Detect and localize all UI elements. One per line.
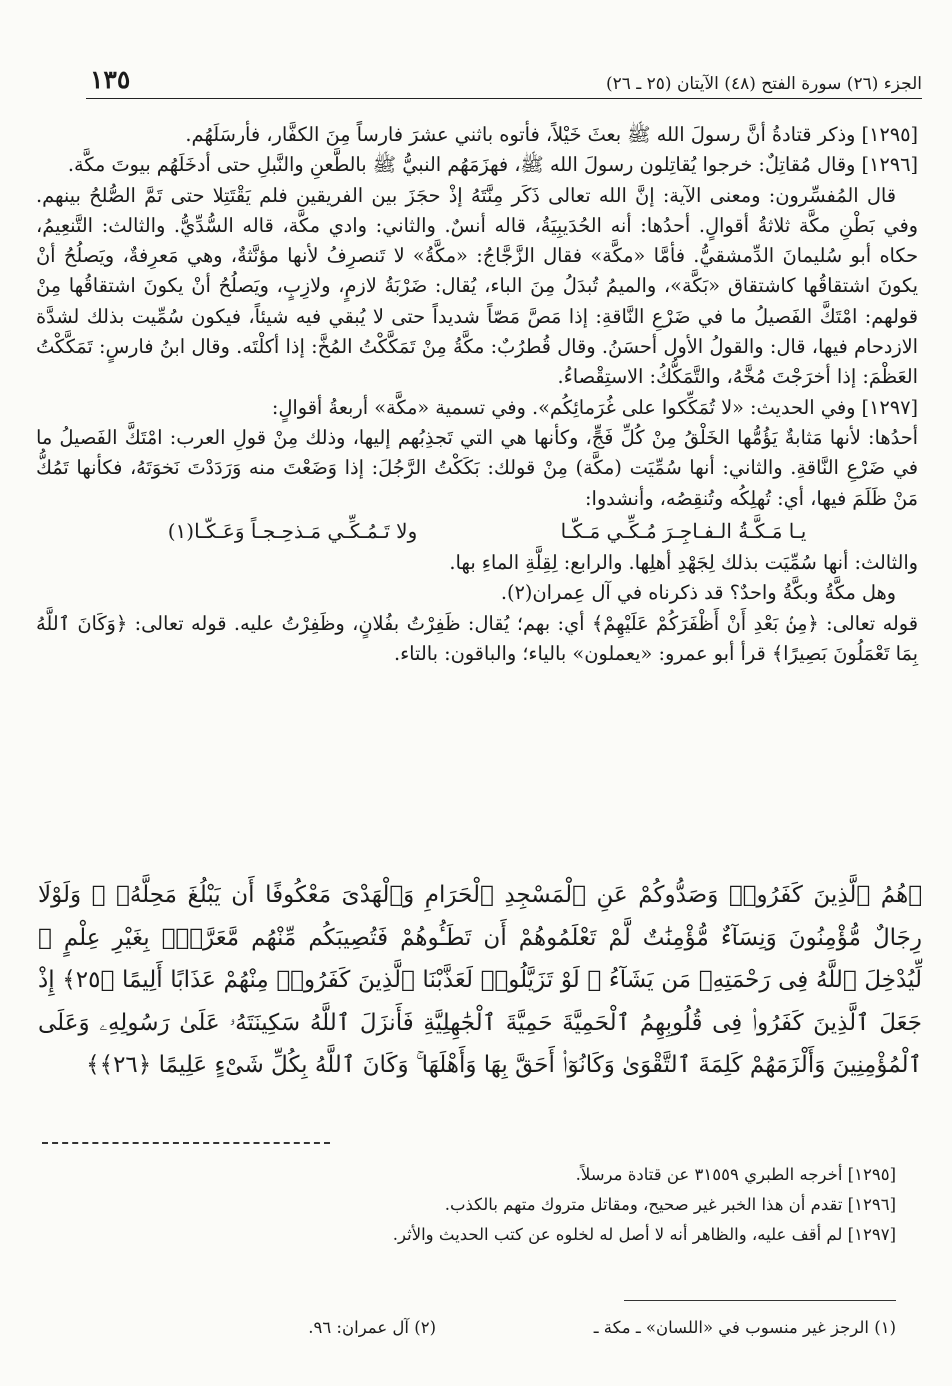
footnote-2: (٢) آل عمران: ٩٦. [308, 1318, 436, 1337]
running-title: الجزء (٢٦) سورة الفتح (٤٨) الآيتان (٢٥ ـ ٢٦) [605, 74, 922, 94]
footnote-1: (١) الرجز غير منسوب في «اللسان» ـ مكة ـ [593, 1318, 896, 1337]
reference-note: [١٢٩٥] أخرجه الطبري ٣١٥٥٩ عن قتادة مرسلاً. [575, 1165, 896, 1184]
dashed-separator [42, 1142, 330, 1144]
paragraph: والثالث: أنها سُمِّيَت بذلك لِجَهْدِ أهلِها. والرابع: لِقِلَّةِ الماءِ بها. [449, 551, 918, 575]
verse-hemistich: يـا مَـكَّـةُ الـفـاجِـرَ مُـكِّـي مَـكّـا [560, 518, 807, 543]
paragraph: [١٢٩٦] وقال مُقاتِلٌ: خرجوا يُقاتِلون رسولَ الله ﷺ، فهزَمَهُم النبيُّ ﷺ بالطَّعنِ والنَّبلِ حتى أدخَلَهُم بيوتَ مكَّة. [67, 153, 918, 177]
paragraph: قوله تعالى: ﴿مِنۢ بَعْدِ أَنْ أَظْفَرَكُمْ عَلَيْهِمْ﴾ أي: بهم؛ يُقال: ظَفِرْتُ بفُلانٍ، وظَفِرْتُ عليه. قوله تعالى: ﴿وَكَانَ ٱللَّهُ بِمَا تَعْمَلُونَ بَصِيرًا﴾ قرأ أبو عمرو: «يعملون» بالياء؛ والباقون: بالتاء. [36, 611, 918, 666]
page-number: ١٣٥ [90, 65, 131, 94]
paragraph: قال المُفسِّرون: ومعنى الآية: إنَّ الله تعالى ذَكَر مِنَّتَهُ إذْ حجَزَ بين الفريقين فلم يَقْتَتِلا حتى تَمَّ الصُّلحُ بينهم. وفي بَطْنِ مكَّة ثلاثةُ أقوالٍ. أحدُها: أنه الحُدَيبِيَةُ، قاله أنسٌ. والثاني: وادي مكَّة، قاله السُّدِّيُّ. والثالث: التَّنعِيمُ، حكاه أبو سُليمانَ الدِّمشقيُّ. فأمَّا «مكَّة» فقال الزَّجَّاجُ: «مكَّةُ» لا تَنصرِفُ لأنها مؤنَّثةٌ، وهي مَعرِفةٌ، ويَصلُحُ أنْ يكونَ اشتقاقُها كاشتقاق «بَكَّة»، والميمُ تُبدَلُ مِنَ الباء، يُقال: ضَرْبَةُ لازمٍ، ولازِبٍ، ويَصلُحُ أنْ يكونَ اشتقاقُها مِنْ قولهم: امْتَكَّ الفَصيلُ ما في ضَرْعِ النَّاقةِ: إذا مَصَّ مَصّاً شديداً حتى لا يُبقي فيه شيئاً، فيكون سُمِّيت بذلك لشدَّة الازدحام فيها، قال: والقولُ الأول أحسَنُ. وقال قُطرُبٌ: مكَّةُ مِنْ تَمَكَّكْتُ المُخَّ: إذا أكلْتَه. وقال ابنُ فارسٍ: تَمَكَّكْتُ العَظْمَ: إذا أخرَجْتَ مُخَّهُ، والتَّمَكُّكُ: الاستِقْصاءُ. [36, 183, 918, 389]
commentary-text [36, 120, 918, 669]
reference-note: [١٢٩٧] لم أقف عليه، والظاهر أنه لا أصل له لخلوه عن كتب الحديث والأثر. [392, 1225, 896, 1244]
quran-verses: ﴿هُمُ ٱلَّذِينَ كَفَرُوا۟ وَصَدُّوكُمْ عَنِ ٱلْمَسْجِدِ ٱلْحَرَامِ وَٱلْهَدْىَ مَعْكُوفًا أَن يَبْلُغَ مَحِلَّهُۥ ۚ وَلَوْلَا رِجَالٌ مُّؤْمِنُونَ وَنِسَآءٌ مُّؤْمِنَٰتٌ لَّمْ تَعْلَمُوهُمْ أَن تَطَـُٔوهُمْ فَتُصِيبَكُم مِّنْهُم مَّعَرَّةٌۢ بِغَيْرِ عِلْمٍ ۖ لِّيُدْخِلَ ٱللَّهُ فِى رَحْمَتِهِۦ مَن يَشَآءُ ۚ لَوْ تَزَيَّلُوا۟ لَعَذَّبْنَا ٱلَّذِينَ كَفَرُوا۟ مِنْهُمْ عَذَابًا أَلِيمًا ﴿٢٥﴾ إِذْ جَعَلَ ٱلَّذِينَ كَفَرُوا۟ فِى قُلُوبِهِمُ ٱلْحَمِيَّةَ حَمِيَّةَ ٱلْجَٰهِلِيَّةِ فَأَنزَلَ ٱللَّهُ سَكِينَتَهُۥ عَلَىٰ رَسُولِهِۦ وَعَلَى ٱلْمُؤْمِنِينَ وَأَلْزَمَهُمْ كَلِمَةَ ٱلتَّقْوَىٰ وَكَانُوٓا۟ أَحَقَّ بِهَا وَأَهْلَهَا ۚ وَكَانَ ٱللَّهُ بِكُلِّ شَىْءٍ عَلِيمًا ﴿٢٦﴾﴾ [38, 882, 923, 1078]
paragraph: وهل مكَّةُ وبكَّةُ واحدٌ؟ قد ذكرناه في آل عِمران(٢). [500, 581, 896, 605]
paragraph: [١٢٩٧] وفي الحديث: «لا تُمَكِّكوا على غُرَمائِكُم». وفي تسمية «مكَّة» أربعةُ أقوالٍ: [271, 395, 918, 419]
page-header [86, 58, 922, 99]
paragraph: أحدُها: لأنها مَثابةٌ يَؤُمُّها الخَلْقُ مِنْ كُلِّ فَجٍّ، وكأنها هي التي تَجذِبُهم إليها، وذلك مِنْ قولِ العرب: امْتَكَّ الفَصيلُ ما في ضَرْعِ النَّاقةِ. والثاني: أنها سُمِّيَت (مكَّة) مِنْ قولك: بَكَكْتُ الرَّجُلَ: إذا وَضَعْتَ منه وَرَدَدْتَ نَخوَتَهُ، فكأنها تَمُكُّ مَنْ ظَلَمَ فيها، أي: تُهلِكُه وتُنقِصُه، وأنشدوا: [36, 425, 918, 510]
poetry-verse [96, 516, 878, 546]
footnote-separator [624, 1300, 896, 1301]
reference-note: [١٢٩٦] تقدم أن هذا الخبر غير صحيح، ومقاتل متروك متهم بالكذب. [444, 1195, 896, 1214]
hadith-references [40, 1160, 896, 1250]
verse-hemistich: ولا تَـمُـكِّـي مَـذحِـجـاً وَعَـكّـا(١) [167, 518, 418, 543]
paragraph: [١٢٩٥] وذكر قتادةُ أنَّ رسولَ الله ﷺ بعثَ خَيْلاً، فأتوه باثني عشرَ فارساً مِنَ الكفَّار، فأرسَلَهُم. [185, 123, 918, 146]
